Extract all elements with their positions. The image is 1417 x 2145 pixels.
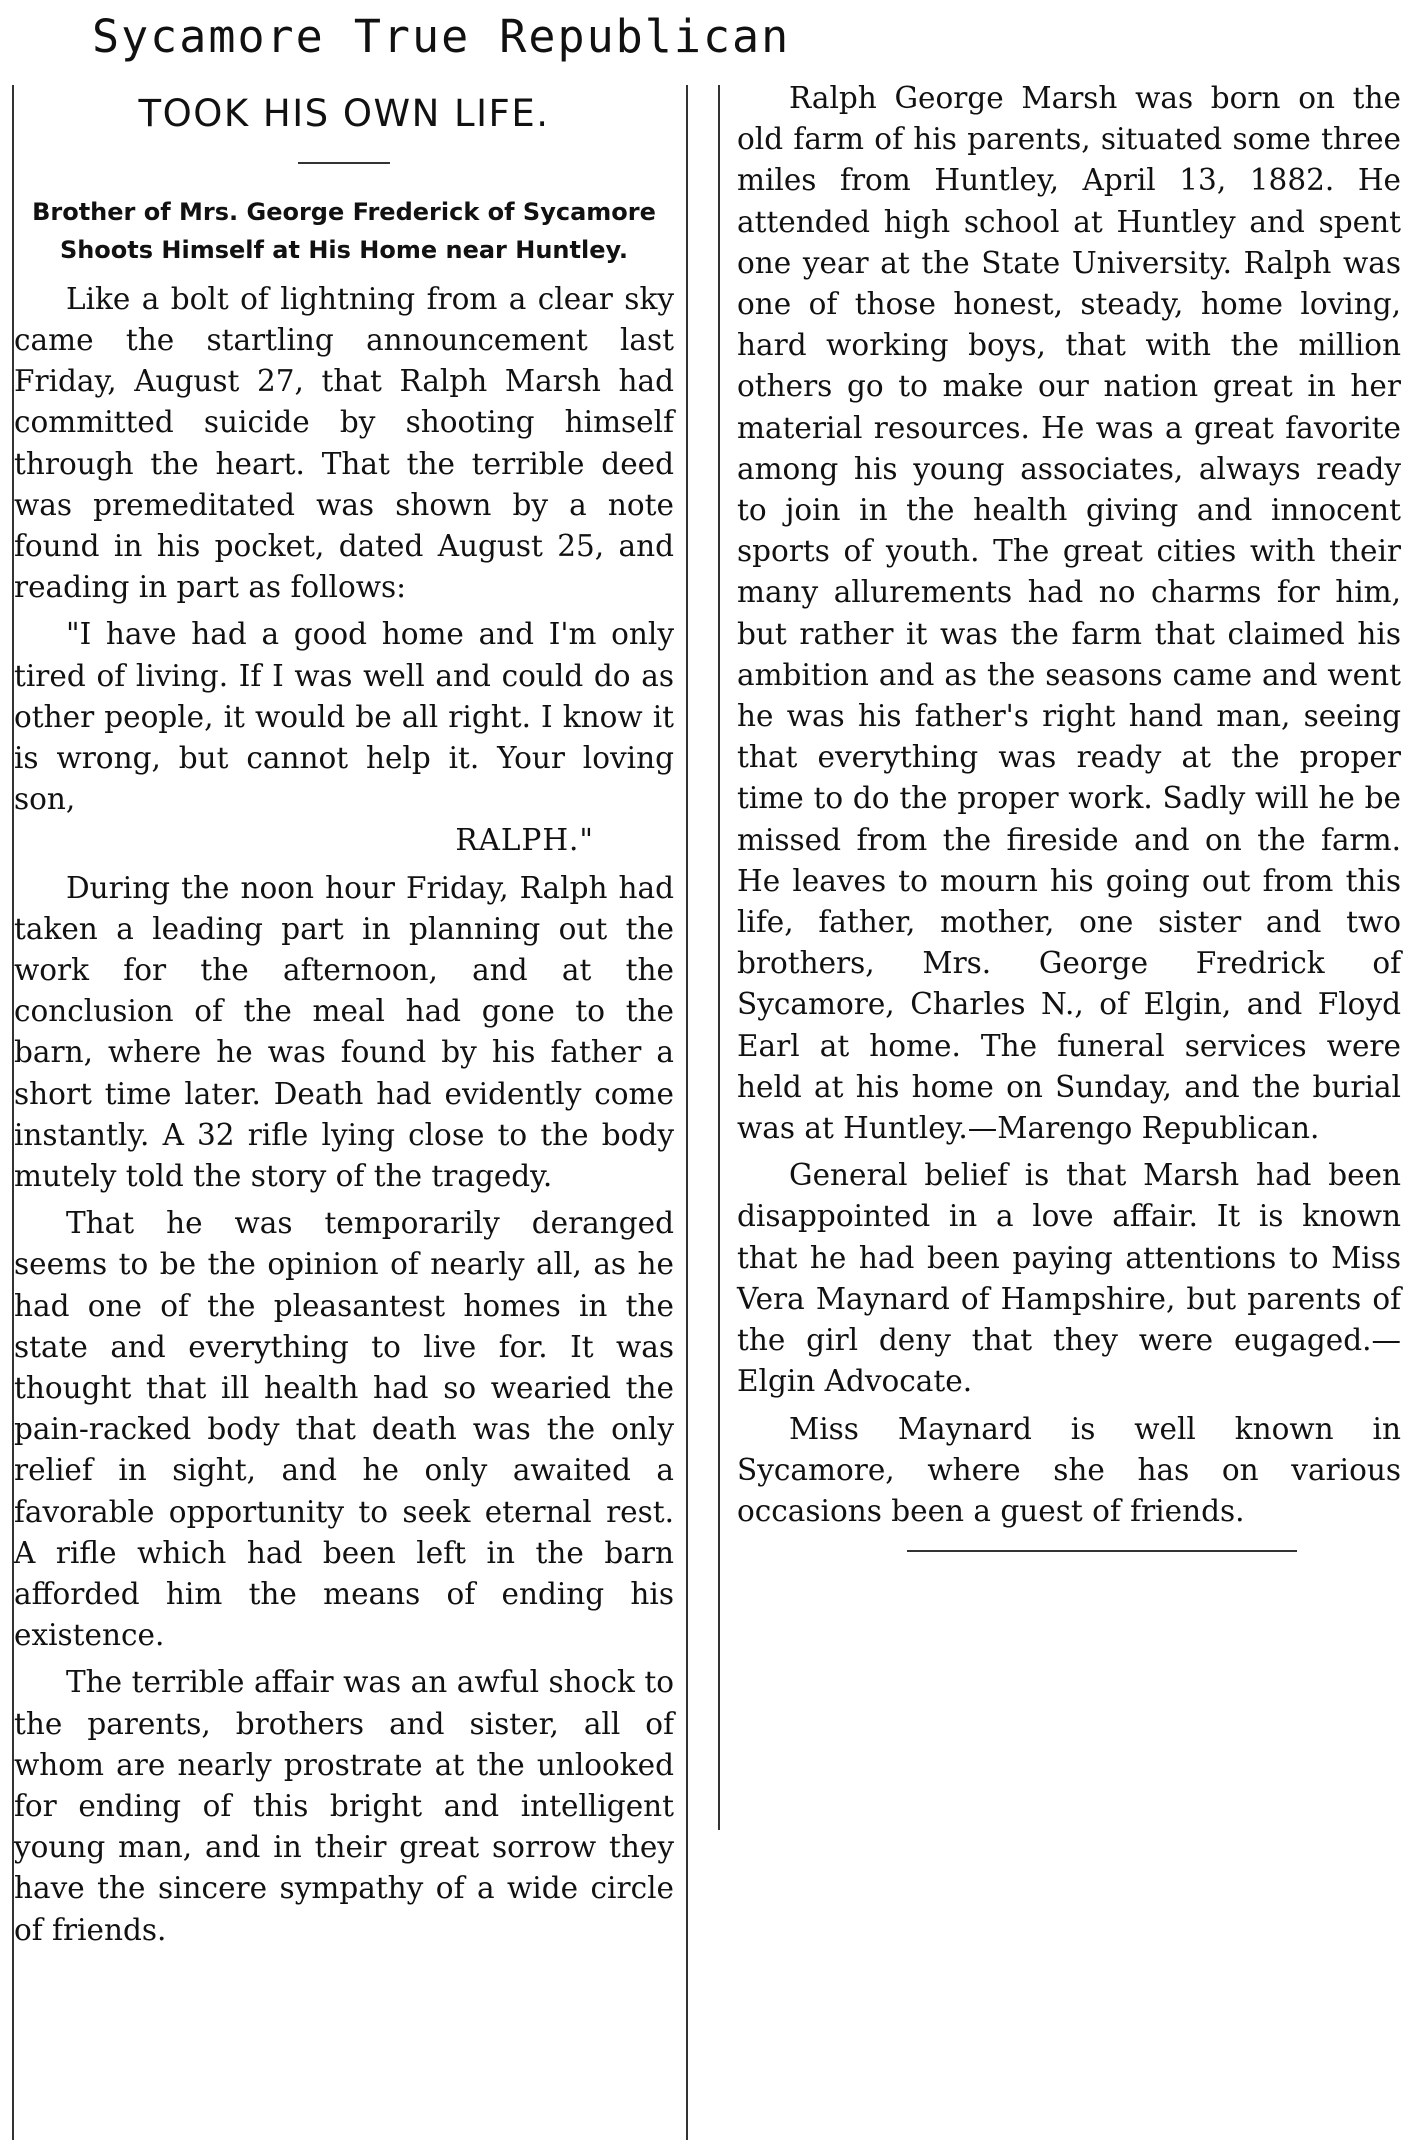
article-subhead: Brother of Mrs. George Frederick of Sycamore Shoots Himself at His Home near Huntley. xyxy=(32,198,656,264)
paragraph: Like a bolt of lightning from a clear sky came the startling announcement last Friday, August 27, that Ralph Marsh had committed suicide by shooting himself through the heart. That the terrible deed was premeditated was shown by a note found in his pocket, dated August 25, and reading in part as follows: xyxy=(14,281,674,605)
paragraph: The terrible affair was an awful shock to the parents, brothers and sister, all of whom are nearly prostrate at the unlooked for ending of this bright and intelligent young man, and in their great sorrow they have the sincere sympathy of a wide circle of friends. xyxy=(14,1665,674,1947)
paragraph: General belief is that Marsh had been disappointed in a love affair. It is known that he had been paying attentions to Miss Vera Maynard of Hampshire, but parents of the girl deny that they were eugaged.—Elgin Advocate. xyxy=(737,1158,1401,1399)
masthead: Sycamore True Republican xyxy=(92,10,791,63)
article-headline: TOOK HIS OWN LIFE. xyxy=(138,92,550,135)
paragraph: Miss Maynard is well known in Sycamore, where she has on various occasions been a guest of friends. xyxy=(737,1411,1401,1528)
center-column-rule-b xyxy=(718,85,720,1830)
note-signature: RALPH." xyxy=(455,823,594,858)
paragraph: That he was temporarily deranged seems to be the opinion of nearly all, as he had one of the pleasantest homes in the state and everything to live for. It was thought that ill health had so wearied the pain-racked body that death was the only relief in sight, and he only awaited a favorable opportunity to seek eternal rest. A rifle which had been left in the barn afforded him the means of ending his existence. xyxy=(14,1206,674,1653)
headline-divider xyxy=(298,162,390,164)
article-column-2 xyxy=(737,78,1401,1552)
paragraph: Ralph George Marsh was born on the old farm of his parents, situated some three miles from Huntley, April 13, 1882. He attended high school at Huntley and spent one year at the State University. Ralph was one of those honest, steady, home loving, hard working boys, that with the million others go to make our nation great in her material resources. He was a great favorite among his young associates, always ready to join in the health giving and innocent sports of youth. The great cities with their many allurements had no charms for him, but rather it was the farm that claimed his ambition and as the seasons came and went he was his father's right hand man, seeing that everything was ready at the proper time to do the proper work. Sadly will he be missed from the fireside and on the farm. He leaves to mourn his going out from this life, father, mother, one sister and two brothers, Mrs. George Fredrick of Sycamore, Charles N., of Elgin, and Floyd Earl at home. The funeral services were held at his home on Sunday, and the burial was at Huntley.—Marengo Republican. xyxy=(737,81,1401,1146)
quoted-note: "I have had a good home and I'm only tired of living. If I was well and could do as other people, it would be all right. I know it is wrong, but cannot help it. Your loving son, xyxy=(14,617,674,817)
article-column-1 xyxy=(14,82,674,1957)
center-column-rule-a xyxy=(686,85,688,2140)
paragraph: During the noon hour Friday, Ralph had taken a leading part in planning out the work for the afternoon, and at the conclusion of the meal had gone to the barn, where he was found by his father a short time later. Death had evidently come instantly. A 32 rifle lying close to the body mutely told the story of the tragedy. xyxy=(14,870,674,1194)
article-end-rule xyxy=(907,1550,1297,1552)
